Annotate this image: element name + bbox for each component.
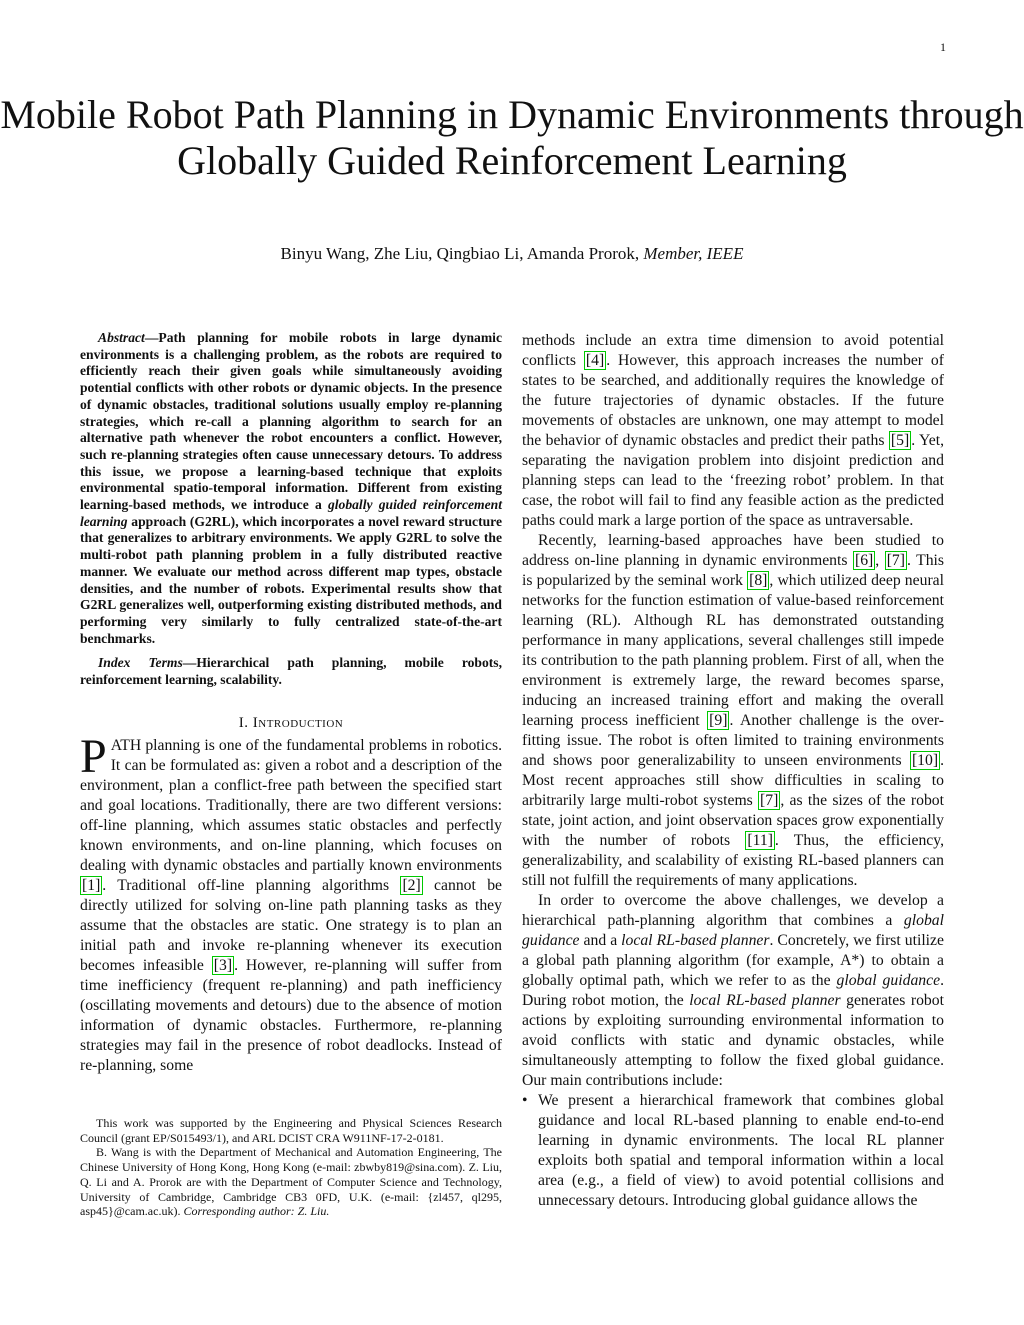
footnote-affiliation-text: B. Wang is with the Department of Mechanical and Automation Engineering, The Chinese University of Hong Kong, Hong Kong (e-mail: zbwby819@sina.com). Z. Liu, Q. Li and A. Prorok are with the Department of Computer Science and Technology, University of Cambridge, Cambridge CB3 0FD, U.K. (e-mail: {zl457, ql295, asp45}@cam.ac.uk). — [80, 1145, 502, 1219]
body-paragraph — [522, 331, 944, 531]
body-text: . Another challenge is the over-fitting issue. The robot is often limited to training environments and shows poor generalizability to unseen environments — [522, 712, 944, 769]
citation-link[interactable]: [6] — [854, 552, 874, 569]
body-text: . This is popularized by the seminal work — [522, 552, 945, 589]
bullet-text: We present a hierarchical framework that combines global guidance and local RL-based planning to enable end-to-end learning in dynamic environments. The local RL planner exploits both spatial and temporal information within a local area (e.g., a field of view) to avoid potential collisions and unnecessary detours. Introducing global guidance allows the — [538, 1092, 944, 1209]
emphasis: local RL-based planner — [689, 992, 841, 1009]
author-list — [0, 244, 1024, 264]
abstract-text-1: —Path planning for mobile robots in large dynamic environments is a challenging problem, as the robots are required to efficiently reach their given goals while simultaneously avoiding potential conflicts with other robots or dynamic objects. In the presence of dynamic obstacles, traditional solutions usually employ re-planning strategies, which re-call a planning algorithm to search for an alternative path whenever the robot encounters a conflict. However, such re-planning strategies often cause unnecessary detours. To address this issue, we propose a learning-based technique that exploits environmental spatio-temporal information. Different from existing learning-based methods, we introduce a — [80, 330, 502, 513]
right-column — [522, 331, 944, 1211]
intro-text: . Traditional off-line planning algorithms — [102, 876, 401, 894]
page-number: 1 — [940, 40, 946, 54]
citation-link[interactable]: [11] — [747, 832, 773, 849]
citation-link[interactable]: [3] — [213, 956, 233, 974]
index-terms-label: Index Terms — [98, 655, 183, 671]
citation-link[interactable]: [9] — [709, 712, 728, 729]
drop-cap: P — [80, 729, 107, 783]
citation-link[interactable]: [10] — [911, 752, 939, 769]
citation-link[interactable]: [7] — [760, 792, 779, 809]
citation-link[interactable]: [2] — [402, 876, 421, 894]
body-text: . However, this approach increases the number of states to be searched, and additionally requires the knowledge of the future trajectories of dynamic obstacles. If the future movements of obstacles are unknown, one may attempt to model the behavior of dynamic obstacles and predict their paths — [522, 352, 944, 449]
index-terms-text: —Hierarchical path planning, mobile robots, reinforcement learning, scalability. — [80, 655, 502, 688]
abstract-text-2: approach (G2RL), which incorporates a novel reward structure that generalizes to arbitrary environments. We apply G2RL to solve the multi-robot path planning problem in a fully distributed reactive manner. We evaluate our method across different map types, obstacle densities, and the number of robots. Experimental results show that G2RL generalizes well, outperforming existing distributed methods, and performing very similarly to fully centralized state-of-the-art benchmarks. — [80, 513, 502, 646]
author-names: Binyu Wang, Zhe Liu, Qingbiao Li, Amanda Prorok, — [280, 244, 640, 263]
intro-text: . However, re-planning will suffer from time inefficiency (frequent re-planning) and path inefficiency (oscillating movements and detours) due to the absence of motion information of dynamic obstacles. Furthermore, re-planning strategies may fail in the presence of robot deadlocks. Instead of re-planning, some — [80, 956, 503, 1074]
footnote-funding: This work was supported by the Engineering and Physical Sciences Research Council (grant EP/S015493/1), and ARL DCIST CRA W911NF-17-2-0181. — [80, 1116, 502, 1145]
emphasis: global guidance — [836, 972, 941, 989]
paper-title: Mobile Robot Path Planning in Dynamic Environments through Globally Guided Reinforcement Learning — [0, 92, 1024, 183]
body-text: . During robot motion, the — [522, 972, 944, 1009]
citation-link[interactable]: [4] — [585, 352, 605, 369]
section-heading: I. Introduction — [238, 714, 344, 731]
abstract-emphasis: globally guided reinforcement learning — [80, 497, 502, 529]
body-text: . Concretely, we first utilize a global path planning algorithm (for example, A*) to obtain a globally optimal path, which we refer to as the — [522, 932, 944, 989]
corresponding-author: Corresponding author: Z. Liu. — [183, 1204, 330, 1219]
body-text: methods include an extra time dimension to avoid potential conflicts — [522, 332, 944, 369]
citation-link[interactable]: [8] — [749, 572, 768, 589]
bullet-dot: • — [522, 1092, 528, 1109]
citation-link[interactable]: [7] — [886, 552, 905, 569]
citation-link[interactable]: [1] — [82, 876, 101, 894]
body-text: generates robot actions by exploiting surrounding environmental information to avoid conflicts with static and dynamic obstacles, while simultaneously attempting to follow the fixed global guidance. Our main contributions include: — [522, 992, 944, 1089]
index-terms — [80, 655, 502, 688]
footnote-affiliations — [80, 1145, 502, 1219]
body-paragraph — [522, 891, 944, 1091]
citation-link[interactable]: [5] — [890, 432, 910, 449]
body-text: , which utilized deep neural networks for the function estimation of value-based reinforcement learning (RL). Although RL has demonstrated outstanding performance in many applications, several challenges still impede its contribution to the path planning problem. First of all, when the environment is extremely large, the reward becomes sparse, inducing an increased training effort and making the overall learning process inefficient — [522, 572, 944, 729]
body-paragraph — [522, 531, 944, 891]
intro-paragraph — [80, 729, 503, 1076]
emphasis: global guidance — [522, 912, 944, 949]
arxiv-stamp — [8, 350, 72, 950]
body-text: . Thus, the efficiency, generalizability, and scalability of existing RL-based planners can still not fulfill the requirements of many applications. — [522, 832, 944, 889]
body-text: and a — [579, 932, 622, 949]
abstract — [80, 330, 502, 647]
contribution-bullet — [522, 1091, 944, 1211]
body-text: In order to overcome the above challenges, we develop a hierarchical path-planning algorithm that combines a — [522, 892, 944, 929]
intro-text: cannot be directly utilized for solving on-line path planning tasks as they assume that the obstacles are static. One strategy is to plan an initial path and invoke re-planning whenever its execution becomes infeasible — [80, 876, 502, 974]
intro-text: ATH planning is one of the fundamental problems in robotics. It can be formulated as: given a robot and a description of the environment, plan a conflict-free path between the specified start and goal locations. Traditionally, there are two different versions: off-line planning, which assumes static obstacles and perfectly known environments, and on-line planning, which focuses on dealing with dynamic obstacles and partially known environments — [80, 736, 502, 874]
abstract-label: Abstract — [98, 330, 145, 345]
body-text: Recently, learning-based approaches have been studied to address on-line planning in dynamic environments — [522, 532, 944, 569]
left-column — [80, 330, 502, 1076]
footnotes — [80, 1116, 502, 1219]
body-text: , — [875, 552, 885, 569]
body-text: , as the sizes of the robot state, joint action, and joint observation spaces grow exponentially with the number of robots — [522, 792, 944, 849]
body-text: . Most recent approaches still show difficulties in scaling to arbitrarily large multi-robot systems — [522, 752, 944, 809]
emphasis: local RL-based planner — [621, 932, 770, 949]
author-role: Member, IEEE — [643, 244, 744, 263]
body-text: . Yet, separating the navigation problem into disjoint prediction and planning steps can lead to the ‘freezing robot’ problem. In that case, the robot will fail to find any feasible action as the predicted paths could mark a large portion of the space as untraversable. — [522, 432, 945, 529]
